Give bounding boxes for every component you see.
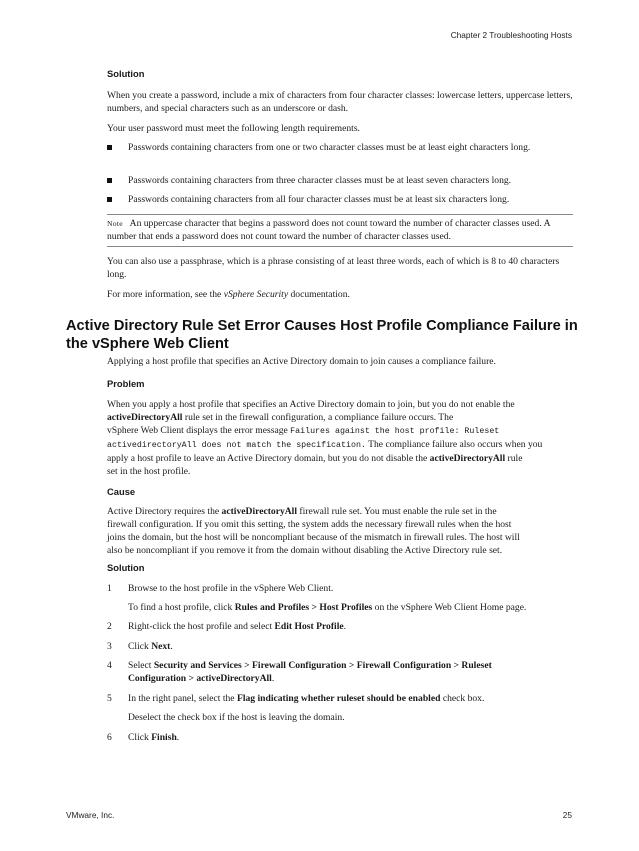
menu-path: Security and Services > Firewall Configuration > Firewall Configuration > Ruleset [153,660,492,671]
step-text [128,659,573,685]
section-intro: Applying a host profile that specifies an Active Directory domain to join causes a compliance failure. [107,356,496,367]
step-number: 5 [107,693,112,704]
step-text-part: . [271,673,275,684]
bullet-text: Passwords containing characters from all four character classes must be at least six characters long. [128,194,510,205]
note-top-rule [107,214,573,215]
vsphere-security-doc-title: vSphere Security [223,289,289,300]
problem-text: rule set in the firewall configuration, a compliance failure occurs. The [182,412,454,423]
bullet-square-icon [107,178,112,183]
note-text: An uppercase character that begins a password does not count toward the number of character classes used. A number that ends a password does not count toward the number of character classes used. [107,218,551,242]
running-header: Chapter 2 Troubleshooting Hosts [450,30,572,40]
menu-item: Edit Host Profile [274,621,344,632]
bullet-text: Passwords containing characters from one or two character classes must be at least eight characters long. [128,142,531,153]
more-info-paragraph [107,288,573,301]
cause-text: firewall rule set. You must enable the rule set in the [297,506,497,517]
solution-paragraph-1: When you create a password, include a mix of characters from four character classes: lowercase letters, uppercase letters, numbers, and special characters such as an underscore or dash. [107,90,573,114]
step-text-part: In the right panel, select the [128,693,237,704]
error-message-code: activedirectoryAll does not match the specification. [107,441,366,450]
note-bottom-rule [107,246,573,247]
step-text: Browse to the host profile in the vSphere Web Client. [128,583,334,594]
checkbox-name: Flag indicating whether ruleset should be enabled [236,693,441,704]
bullet-square-icon [107,197,112,202]
step-text-part: Click [128,641,152,652]
more-info-post: documentation. [288,289,350,300]
step-number: 1 [107,583,112,594]
step-text-part: . [176,732,180,743]
problem-paragraph [107,398,573,478]
step-text-part: Right-click the host profile and select [128,621,275,632]
problem-line [107,438,573,452]
more-info-pre: For more information, see the [107,289,224,300]
footer-page-number: 25 [562,810,572,820]
solution-heading: Solution [107,68,145,79]
rule-set-name: activeDirectoryAll [429,453,506,464]
step-text-part: To find a host profile, click [128,602,235,613]
button-name: Finish [151,732,177,743]
cause-paragraph [107,505,573,557]
problem-line: set in the host profile. [107,466,191,477]
button-name: Next [151,641,171,652]
cause-line [107,505,573,518]
step-text-part: check box. [440,693,485,704]
step-number: 6 [107,732,112,743]
passphrase-paragraph: You can also use a passphrase, which is a phrase consisting of at least three words, each of which is 8 to 40 characters long. [107,256,560,280]
solution-paragraph-2: Your user password must meet the following length requirements. [107,123,360,134]
problem-text: vSphere Web Client displays the error message [107,425,291,436]
note-block [107,217,573,243]
cause-line: joins the domain, but the host will be noncompliant because of the mismatch in firewall rules. The host will [107,532,520,543]
problem-text: The compliance failure also occurs when you [365,439,543,450]
problem-line [107,452,573,465]
step-text [128,692,573,705]
problem-line [107,424,573,438]
problem-line [107,411,573,424]
step-number: 3 [107,641,112,652]
step-text-part: on the vSphere Web Client Home page. [372,602,527,613]
step-number: 2 [107,621,112,632]
menu-path: Configuration > activeDirectoryAll [128,673,272,684]
menu-path: Rules and Profiles > Host Profiles [234,602,373,613]
step-text [128,640,573,653]
cause-heading: Cause [107,486,136,497]
error-message-code: Failures against the host profile: Ruleset [290,427,500,436]
rule-set-name: activeDirectoryAll [221,506,298,517]
step-text [128,731,573,744]
problem-text: rule [505,453,523,464]
step-text [128,620,573,633]
note-label: Note [107,219,123,228]
solution-heading-2: Solution [107,562,145,573]
step-text-part: Click [128,732,152,743]
step-detail-text: Deselect the check box if the host is leaving the domain. [128,712,345,723]
step-text-part: Select [128,660,154,671]
section-title: Active Directory Rule Set Error Causes Host Profile Compliance Failure in the vSphere Web Client [66,318,578,352]
step-number: 4 [107,660,112,671]
footer-company: VMware, Inc. [66,810,115,820]
problem-text: apply a host profile to leave an Active Directory domain, but you do not disable the [107,453,430,464]
step-text-part: . [343,621,347,632]
rule-set-name: activeDirectoryAll [107,412,183,423]
cause-line: firewall configuration. If you omit this setting, the system adds the necessary firewall rules when the host [107,519,512,530]
step-detail-text [128,601,573,614]
bullet-square-icon [107,145,112,150]
bullet-text: Passwords containing characters from three character classes must be at least seven characters long. [128,175,512,186]
cause-text: Active Directory requires the [107,506,222,517]
problem-heading: Problem [107,378,145,389]
step-text-part: . [170,641,173,652]
cause-line: also be noncompliant if you remove it from the domain without disabling the Active Directory rule set. [107,545,503,556]
problem-line: When you apply a host profile that specifies an Active Directory domain to join, but you do not enable the [107,399,515,410]
